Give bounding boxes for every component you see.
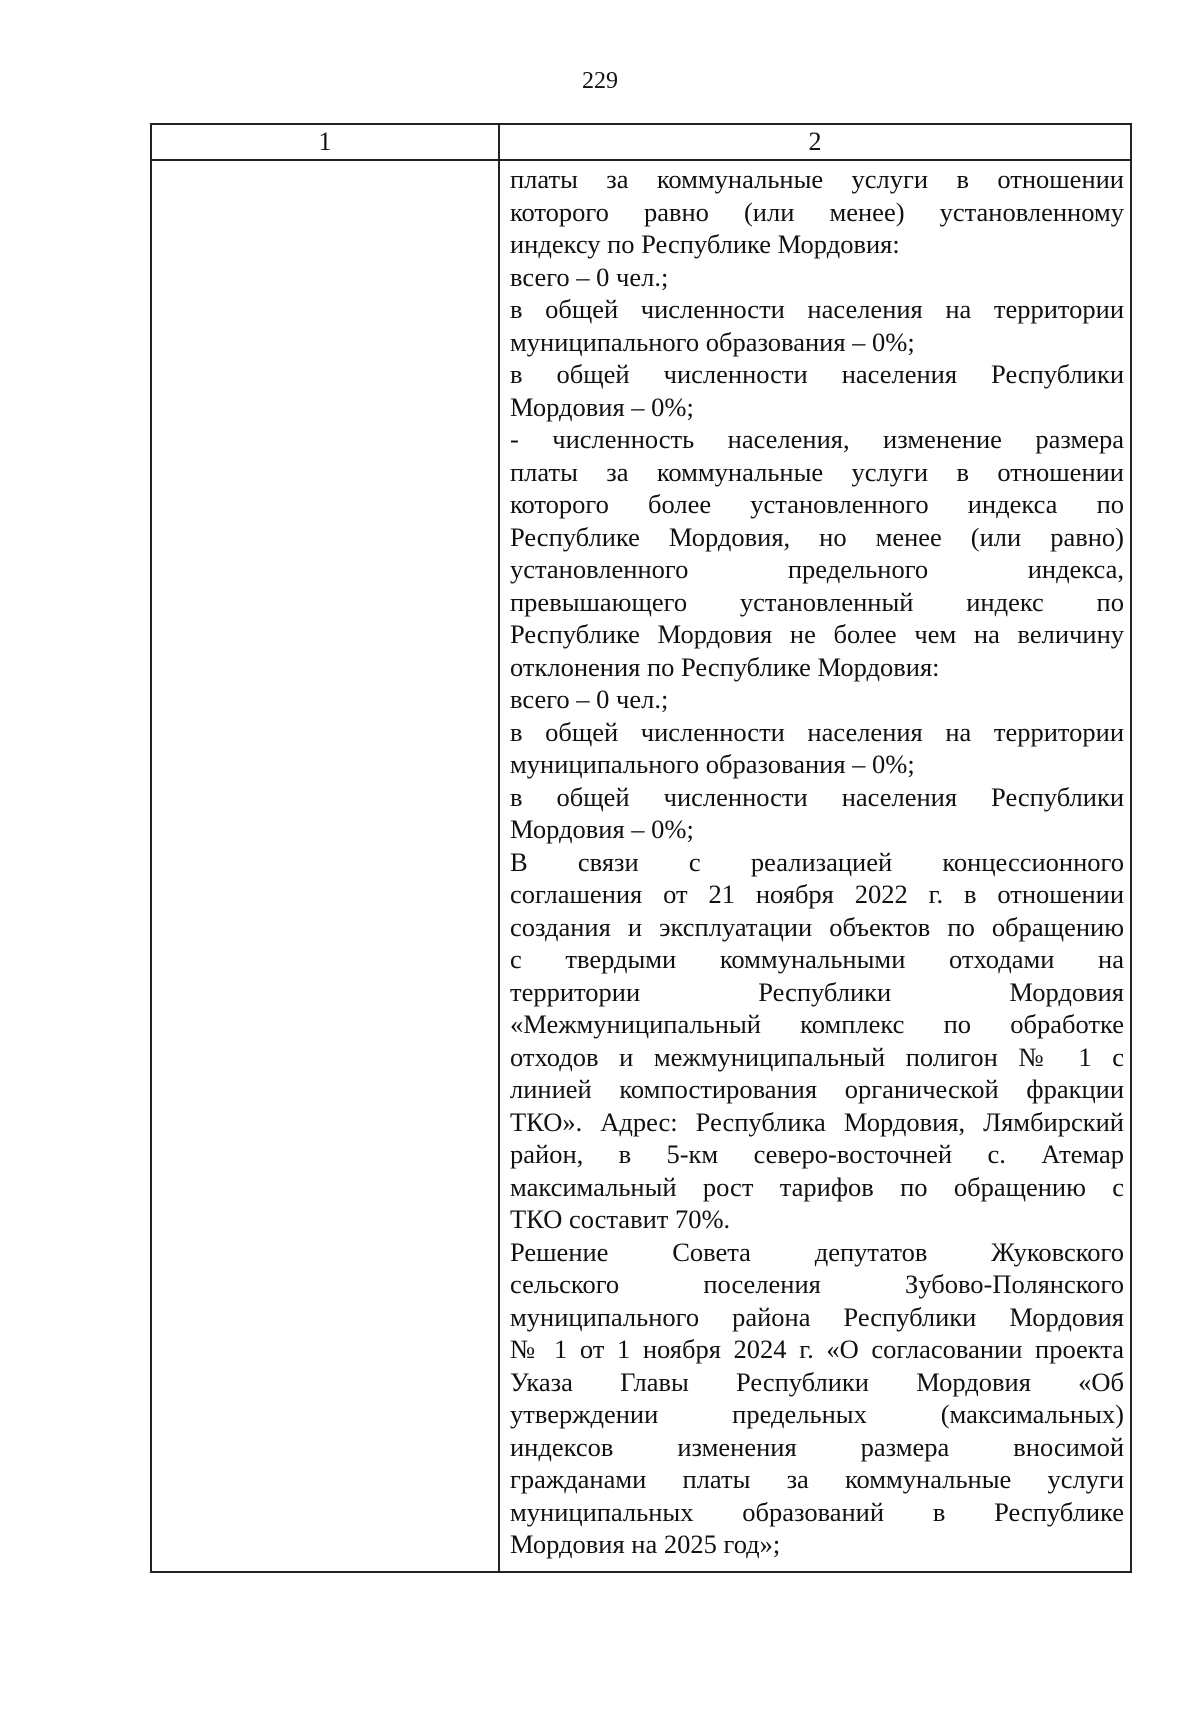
text-line: Мордовия на 2025 год»; (510, 1529, 781, 1559)
text-line: Решение Совета депутатов Жуковского (510, 1236, 1124, 1267)
text-line: платы за коммунальные услуги в отношении (510, 456, 1124, 487)
text-line: Указа Главы Республики Мордовия «Об (510, 1366, 1124, 1397)
column-divider (498, 125, 500, 1571)
text-line: в общей численности населения Республики (510, 781, 1124, 812)
text-line: соглашения от 21 ноября 2022 г. в отношении (510, 879, 1124, 909)
text-line: в общей численности населения на территории (510, 716, 1124, 747)
header-cell-col-2: 2 (808, 127, 822, 156)
text-line: муниципального образования – 0%; (510, 749, 915, 779)
text-line: В связи с реализацией концессионного (510, 846, 1124, 877)
text-line: которого равно (или менее) установленному (510, 196, 1124, 227)
page-number: 229 (582, 68, 618, 94)
text-line: муниципального района Республики Мордовия (510, 1301, 1124, 1332)
document-table (150, 123, 1132, 1573)
table-header-row (152, 125, 1130, 161)
text-line: всего – 0 чел.; (510, 684, 669, 714)
text-line: которого более установленного индекса по (510, 489, 1124, 519)
text-line: - численность населения, изменение размера (510, 424, 1124, 454)
text-line: с твердыми коммунальными отходами на (510, 944, 1124, 974)
text-line: муниципальных образований в Республике (510, 1496, 1124, 1527)
text-line: территории Республики Мордовия (510, 976, 1124, 1007)
text-line: всего – 0 чел.; (510, 261, 669, 292)
text-line: Мордовия – 0%; (510, 391, 694, 422)
text-line: сельского поселения Зубово-Полянского (510, 1269, 1124, 1299)
column-2-cell (510, 163, 1124, 1561)
text-line: гражданами платы за коммунальные услуги (510, 1464, 1124, 1494)
text-line: платы за коммунальные услуги в отношении (510, 164, 1124, 194)
text-line: № 1 от 1 ноября 2024 г. «О согласовании проекта (510, 1334, 1124, 1364)
text-line: индексу по Республике Мордовия: (510, 229, 900, 259)
text-line: в общей численности населения на территории (510, 294, 1124, 324)
text-line: линией компостирования органической фракции (510, 1074, 1124, 1104)
text-line: Республике Мордовия, но менее (или равно) (510, 521, 1124, 552)
text-line: в общей численности населения Республики (510, 359, 1124, 389)
text-line: максимальный рост тарифов по обращению с (510, 1171, 1124, 1202)
text-line: Республике Мордовия не более чем на величину (510, 619, 1124, 649)
text-line: ТКО составит 70%. (510, 1204, 731, 1234)
text-line: превышающего установленный индекс по (510, 586, 1124, 617)
text-line: отклонения по Республике Мордовия: (510, 651, 940, 682)
header-cell-col-1: 1 (318, 127, 332, 156)
text-line: утверждении предельных (максимальных) (510, 1399, 1124, 1429)
text-line: индексов изменения размера вносимой (510, 1431, 1124, 1462)
text-line: отходов и межмуниципальный полигон № 1 с (510, 1041, 1124, 1072)
text-line: ТКО». Адрес: Республика Мордовия, Лямбирский (510, 1106, 1124, 1137)
text-line: муниципального образования – 0%; (510, 326, 915, 357)
text-line: Мордовия – 0%; (510, 814, 694, 844)
text-line: район, в 5-км северо-восточней с. Атемар (510, 1139, 1124, 1169)
text-line: «Межмуниципальный комплекс по обработке (510, 1009, 1124, 1039)
text-line: установленного предельного индекса, (510, 554, 1124, 584)
text-line: создания и эксплуатации объектов по обращению (510, 911, 1124, 942)
